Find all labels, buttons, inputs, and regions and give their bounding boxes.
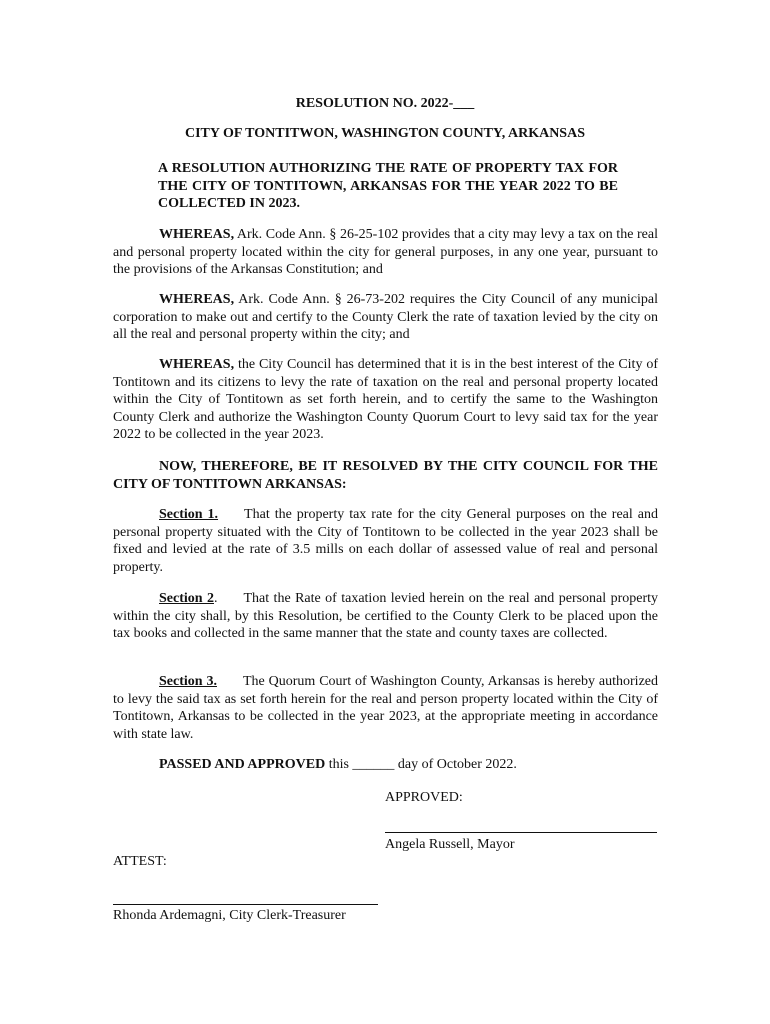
resolution-number: RESOLUTION NO. 2022-___ [295,96,475,111]
section-2-heading: Section 2 [159,591,214,606]
section-3-paragraph [113,673,658,743]
section-3-text: The Quorum Court of Washington County, Arkansas is hereby authorized to levy the said tax as set forth herein for the real and person property located within the City of Tontitown, Arkansas to be collected in the year 2023, at the appropriate meeting in accordance with state law. [113,674,658,742]
section-2-paragraph [113,590,658,643]
whereas-text: the City Council has determined that it is in the best interest of the City of Tontitown and its citizens to levy the rate of taxation on the real and personal property located within the City of Tontitown as set forth herein, and to certify the same to the Washington County Clerk and authorize the Washington County Quorum Court to levy said tax for the year 2022 to be collected in the year 2023. [113,357,658,442]
mayor-name: Angela Russell, Mayor [385,837,515,852]
whereas-paragraph-2 [113,291,658,344]
passed-approved-line [113,756,658,774]
whereas-text: Ark. Code Ann. § 26-25-102 provides that a city may levy a tax on the real and personal property located within the city for general purposes, in any one year, pursuant to the provisions of the Arkansas Constitution; and [113,227,658,277]
resolved-clause: NOW, THEREFORE, BE IT RESOLVED BY THE CITY COUNCIL FOR THE CITY OF TONTITOWN ARKANSAS: [113,459,658,492]
resolution-title: A RESOLUTION AUTHORIZING THE RATE OF PROPERTY TAX FOR THE CITY OF TONTITOWN, ARKANSAS FOR THE YEAR 2022 TO BE COLLECTED IN 2023. [158,161,618,211]
section-2-heading-suffix: . [213,591,218,606]
clerk-name: Rhonda Ardemagni, City Clerk-Treasurer [113,908,346,923]
mayor-signature-line [385,832,657,833]
whereas-lead: WHEREAS, [159,227,235,242]
clerk-signature-line [113,904,378,905]
section-2-text: That the Rate of taxation levied herein on the real and personal property within the city shall, by this Resolution, be certified to the County Clerk to be placed upon the tax books and collected in the same manner that the state and county taxes are collected. [113,591,659,641]
passed-text: this ______ day of October 2022. [325,757,517,772]
section-3-heading: Section 3. [159,674,217,689]
section-1-text: That the property tax rate for the city General purposes on the real and personal property situated with the City of Tontitown to be collected in the year 2023 shall be fixed and levied at the rate of 3.5 mills on each dollar of assessed value of real and personal property. [113,507,658,575]
whereas-paragraph-3 [113,356,658,444]
whereas-lead: WHEREAS, [159,292,235,307]
whereas-text: Ark. Code Ann. § 26-73-202 requires the City Council of any municipal corporation to make out and certify to the County Clerk the rate of taxation levied by the city on all the real and personal property within the city; and [113,292,658,342]
passed-lead: PASSED AND APPROVED [159,757,326,772]
attest-label: ATTEST: [113,854,167,869]
city-heading: CITY OF TONTITWON, WASHINGTON COUNTY, ARKANSAS [184,126,585,141]
whereas-lead: WHEREAS, [159,357,235,372]
section-1-paragraph [113,506,658,576]
approved-label: APPROVED: [385,790,463,805]
whereas-paragraph-1 [113,226,658,279]
section-1-heading: Section 1. [159,507,219,522]
